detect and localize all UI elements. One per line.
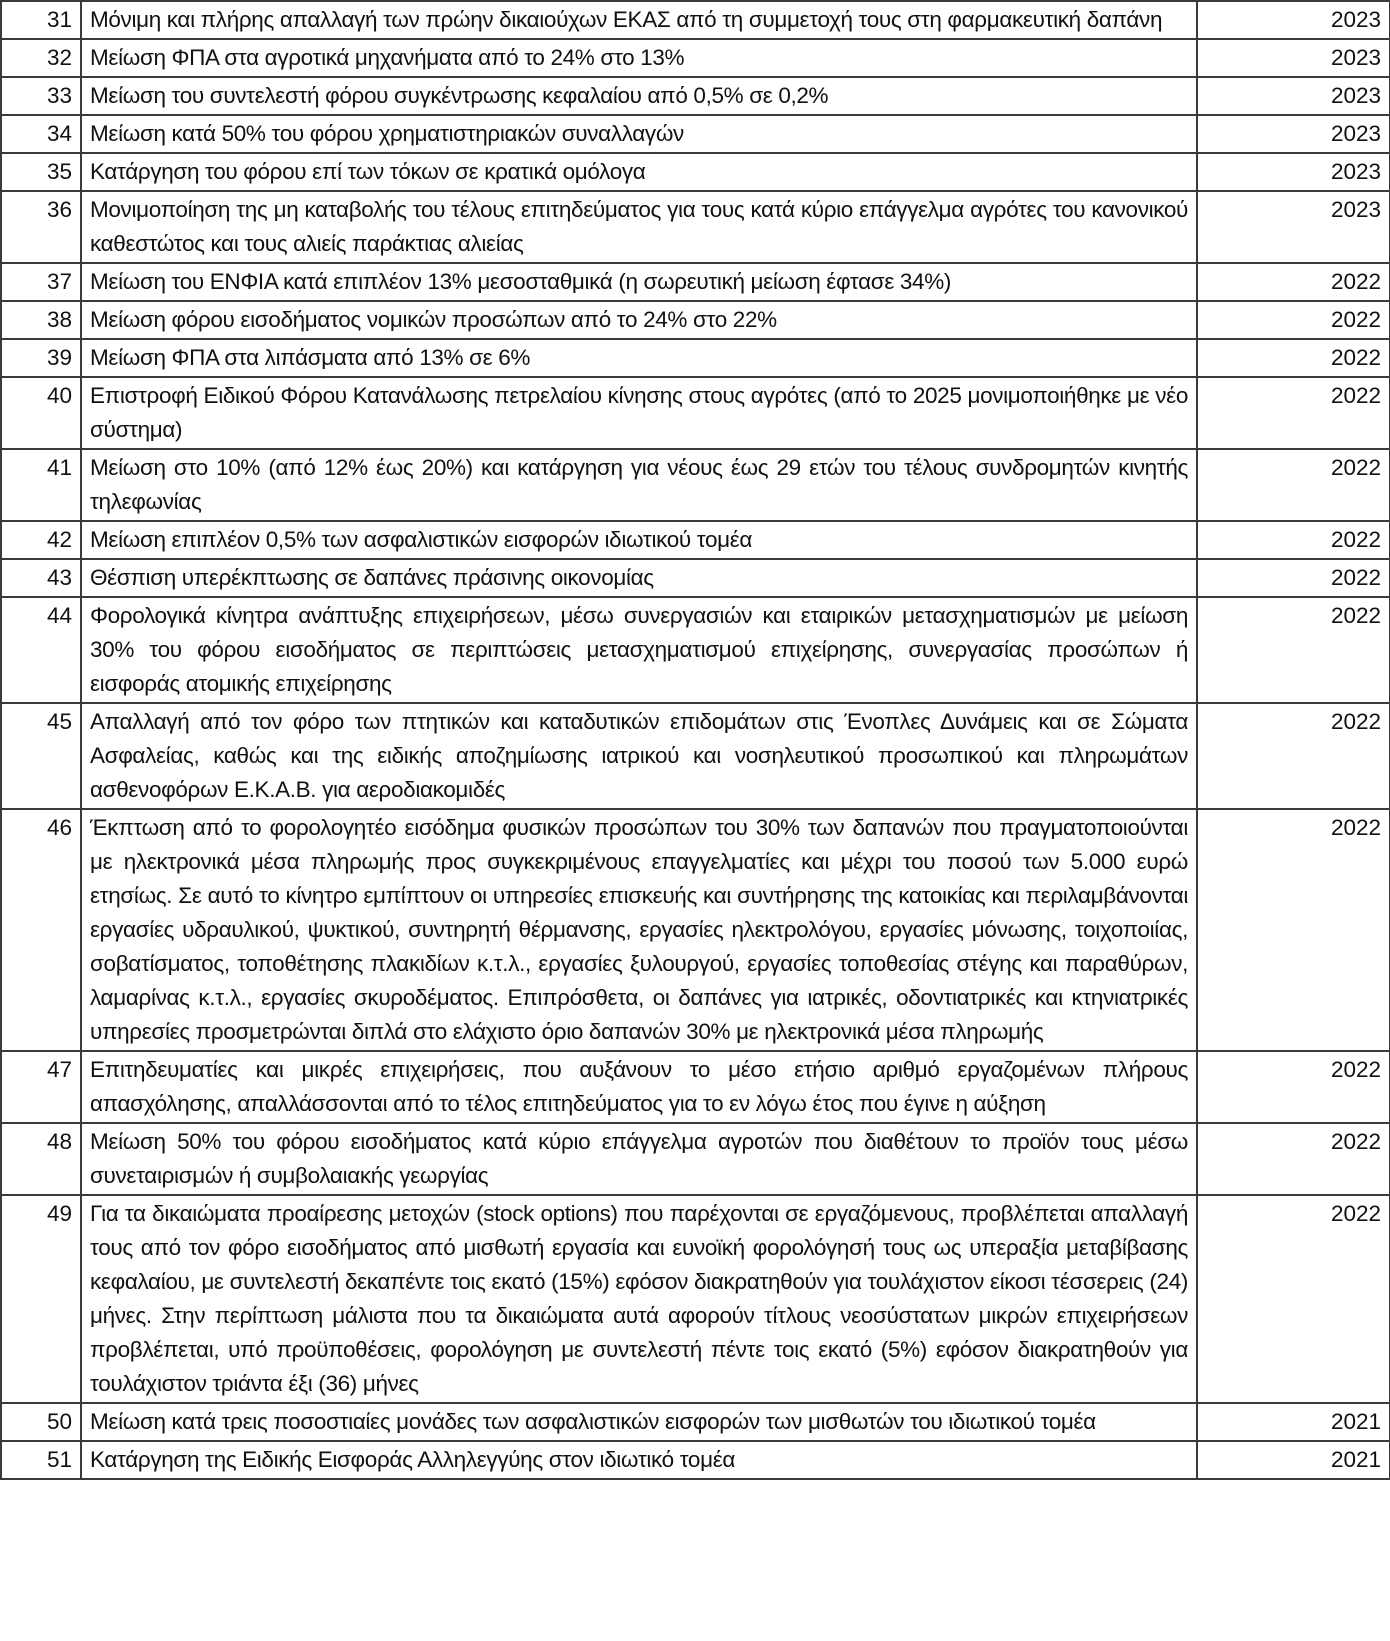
measure-year: 2022 xyxy=(1197,1051,1390,1123)
measure-text: Μείωση επιπλέον 0,5% των ασφαλιστικών εισφορών ιδιωτικού τομέα xyxy=(81,521,1197,559)
measure-year: 2022 xyxy=(1197,559,1390,597)
measure-text: Απαλλαγή από τον φόρο των πτητικών και καταδυτικών επιδομάτων στις Ένοπλες Δυνάμεις και σε Σώματα Ασφαλείας, καθώς και της ειδικής αποζημίωσης ιατρικού και νοσηλευτικού προσωπικού και πληρωμάτων ασθενοφόρων Ε.Κ.Α.Β. για αεροδιακομιδές xyxy=(81,703,1197,809)
measure-year: 2022 xyxy=(1197,1123,1390,1195)
measure-text: Έκπτωση από το φορολογητέο εισόδημα φυσικών προσώπων του 30% των δαπανών που πραγματοποιούνται με ηλεκτρονικά μέσα πληρωμής προς συγκεκριμένους επαγγελματίες και μέχρι του ποσού των 5.000 ευρώ ετησίως. Σε αυτό το κίνητρο εμπίπτουν οι υπηρεσίες επισκευής και συντήρησης της κατοικίας και περιλαμβάνονται εργασίες υδραυλικού, ψυκτικού, συντηρητή θέρμανσης, εργασίες ηλεκτρολόγου, εργασίες μόνωσης, τοιχοποιίας, σοβατίσματος, τοποθέτησης πλακιδίων κ.τ.λ., εργασίες ξυλουργού, εργασίες τοποθεσίας στέγης και παραθύρων, λαμαρίνας κ.τ.λ., εργασίες σκυροδέματος. Επιπρόσθετα, οι δαπάνες για ιατρικές, οδοντιατρικές και κτηνιατρικές υπηρεσίες προσμετρώνται διπλά στο ελάχιστο όριο δαπανών 30% με ηλεκτρονικά μέσα πληρωμής xyxy=(81,809,1197,1051)
measure-year: 2022 xyxy=(1197,597,1390,703)
table-row xyxy=(1,1195,1390,1403)
measure-year: 2023 xyxy=(1197,39,1390,77)
row-number: 47 xyxy=(1,1051,81,1123)
measure-text: Μείωση κατά 50% του φόρου χρηματιστηριακών συναλλαγών xyxy=(81,115,1197,153)
table-row xyxy=(1,1051,1390,1123)
measure-text: Μείωση ΦΠΑ στα λιπάσματα από 13% σε 6% xyxy=(81,339,1197,377)
table-row xyxy=(1,1,1390,39)
measure-year: 2021 xyxy=(1197,1403,1390,1441)
measure-text: Επιστροφή Ειδικού Φόρου Κατανάλωσης πετρελαίου κίνησης στους αγρότες (από το 2025 μονιμοποιήθηκε με νέο σύστημα) xyxy=(81,377,1197,449)
table-row xyxy=(1,339,1390,377)
table-row xyxy=(1,559,1390,597)
table-row xyxy=(1,703,1390,809)
row-number: 50 xyxy=(1,1403,81,1441)
measure-text: Μείωση φόρου εισοδήματος νομικών προσώπων από το 24% στο 22% xyxy=(81,301,1197,339)
measure-year: 2022 xyxy=(1197,339,1390,377)
table-row xyxy=(1,809,1390,1051)
row-number: 35 xyxy=(1,153,81,191)
measure-year: 2022 xyxy=(1197,1195,1390,1403)
table-row xyxy=(1,1403,1390,1441)
measure-text: Μόνιμη και πλήρης απαλλαγή των πρώην δικαιούχων ΕΚΑΣ από τη συμμετοχή τους στη φαρμακευτική δαπάνη xyxy=(81,1,1197,39)
measure-text: Θέσπιση υπερέκπτωσης σε δαπάνες πράσινης οικονομίας xyxy=(81,559,1197,597)
table-row xyxy=(1,153,1390,191)
measure-year: 2022 xyxy=(1197,809,1390,1051)
row-number: 44 xyxy=(1,597,81,703)
measure-text: Μείωση 50% του φόρου εισοδήματος κατά κύριο επάγγελμα αγροτών που διαθέτουν το προϊόν τους μέσω συνεταιρισμών ή συμβολαιακής γεωργίας xyxy=(81,1123,1197,1195)
measure-year: 2022 xyxy=(1197,521,1390,559)
measure-text: Μονιμοποίηση της μη καταβολής του τέλους επιτηδεύματος για τους κατά κύριο επάγγελμα αγρότες του κανονικού καθεστώτος και τους αλιείς παράκτιας αλιείας xyxy=(81,191,1197,263)
table-row xyxy=(1,449,1390,521)
measure-year: 2023 xyxy=(1197,191,1390,263)
row-number: 34 xyxy=(1,115,81,153)
measure-year: 2023 xyxy=(1197,1,1390,39)
table-row xyxy=(1,521,1390,559)
row-number: 40 xyxy=(1,377,81,449)
table-row xyxy=(1,1441,1390,1479)
measure-text: Για τα δικαιώματα προαίρεσης μετοχών (stock options) που παρέχονται σε εργαζόμενους, προβλέπεται απαλλαγή τους από τον φόρο εισοδήματος από μισθωτή εργασία και ευνοϊκή φορολόγησή τους ως υπεραξία μεταβίβασης κεφαλαίου, με συντελεστή δεκαπέντε τοις εκατό (15%) εφόσον διακρατηθούν για τουλάχιστον είκοσι τέσσερεις (24) μήνες. Στην περίπτωση μάλιστα που τα δικαιώματα αυτά αφορούν τίτλους νεοσύστατων μικρών επιχειρήσεων προβλέπεται, υπό προϋποθέσεις, φορολόγηση με συντελεστή πέντε τοις εκατό (5%) εφόσον διακρατηθούν για τουλάχιστον τριάντα έξι (36) μήνες xyxy=(81,1195,1197,1403)
table-row xyxy=(1,301,1390,339)
measure-text: Κατάργηση της Ειδικής Εισφοράς Αλληλεγγύης στον ιδιωτικό τομέα xyxy=(81,1441,1197,1479)
row-number: 49 xyxy=(1,1195,81,1403)
measure-text: Μείωση στο 10% (από 12% έως 20%) και κατάργηση για νέους έως 29 ετών του τέλους συνδρομητών κινητής τηλεφωνίας xyxy=(81,449,1197,521)
measure-text: Κατάργηση του φόρου επί των τόκων σε κρατικά ομόλογα xyxy=(81,153,1197,191)
row-number: 43 xyxy=(1,559,81,597)
measure-year: 2022 xyxy=(1197,703,1390,809)
measure-text: Φορολογικά κίνητρα ανάπτυξης επιχειρήσεων, μέσω συνεργασιών και εταιρικών μετασχηματισμών με μείωση 30% του φόρου εισοδήματος σε περιπτώσεις μετασχηματισμού επιχείρησης, συνεργασίας προσώπων ή εισφοράς ατομικής επιχείρησης xyxy=(81,597,1197,703)
row-number: 36 xyxy=(1,191,81,263)
row-number: 51 xyxy=(1,1441,81,1479)
row-number: 38 xyxy=(1,301,81,339)
row-number: 33 xyxy=(1,77,81,115)
measure-year: 2022 xyxy=(1197,301,1390,339)
row-number: 46 xyxy=(1,809,81,1051)
measures-table-body xyxy=(1,1,1390,1479)
table-row xyxy=(1,377,1390,449)
measure-year: 2022 xyxy=(1197,449,1390,521)
measure-text: Μείωση του ΕΝΦΙΑ κατά επιπλέον 13% μεσοσταθμικά (η σωρευτική μείωση έφτασε 34%) xyxy=(81,263,1197,301)
measure-year: 2022 xyxy=(1197,377,1390,449)
measure-year: 2022 xyxy=(1197,263,1390,301)
row-number: 31 xyxy=(1,1,81,39)
row-number: 41 xyxy=(1,449,81,521)
table-row xyxy=(1,191,1390,263)
measure-year: 2023 xyxy=(1197,153,1390,191)
measure-year: 2023 xyxy=(1197,77,1390,115)
table-row xyxy=(1,115,1390,153)
measure-text: Μείωση κατά τρεις ποσοστιαίες μονάδες των ασφαλιστικών εισφορών των μισθωτών του ιδιωτικού τομέα xyxy=(81,1403,1197,1441)
measure-text: Μείωση του συντελεστή φόρου συγκέντρωσης κεφαλαίου από 0,5% σε 0,2% xyxy=(81,77,1197,115)
row-number: 45 xyxy=(1,703,81,809)
table-row xyxy=(1,597,1390,703)
table-row xyxy=(1,1123,1390,1195)
row-number: 42 xyxy=(1,521,81,559)
measure-year: 2023 xyxy=(1197,115,1390,153)
measure-year: 2021 xyxy=(1197,1441,1390,1479)
row-number: 37 xyxy=(1,263,81,301)
table-row xyxy=(1,39,1390,77)
row-number: 48 xyxy=(1,1123,81,1195)
table-row xyxy=(1,77,1390,115)
measure-text: Επιτηδευματίες και μικρές επιχειρήσεις, που αυξάνουν το μέσο ετήσιο αριθμό εργαζομένων πλήρους απασχόλησης, απαλλάσσονται από το τέλος επιτηδεύματος για το εν λόγω έτος που έγινε η αύξηση xyxy=(81,1051,1197,1123)
row-number: 32 xyxy=(1,39,81,77)
row-number: 39 xyxy=(1,339,81,377)
measure-text: Μείωση ΦΠΑ στα αγροτικά μηχανήματα από το 24% στο 13% xyxy=(81,39,1197,77)
table-row xyxy=(1,263,1390,301)
